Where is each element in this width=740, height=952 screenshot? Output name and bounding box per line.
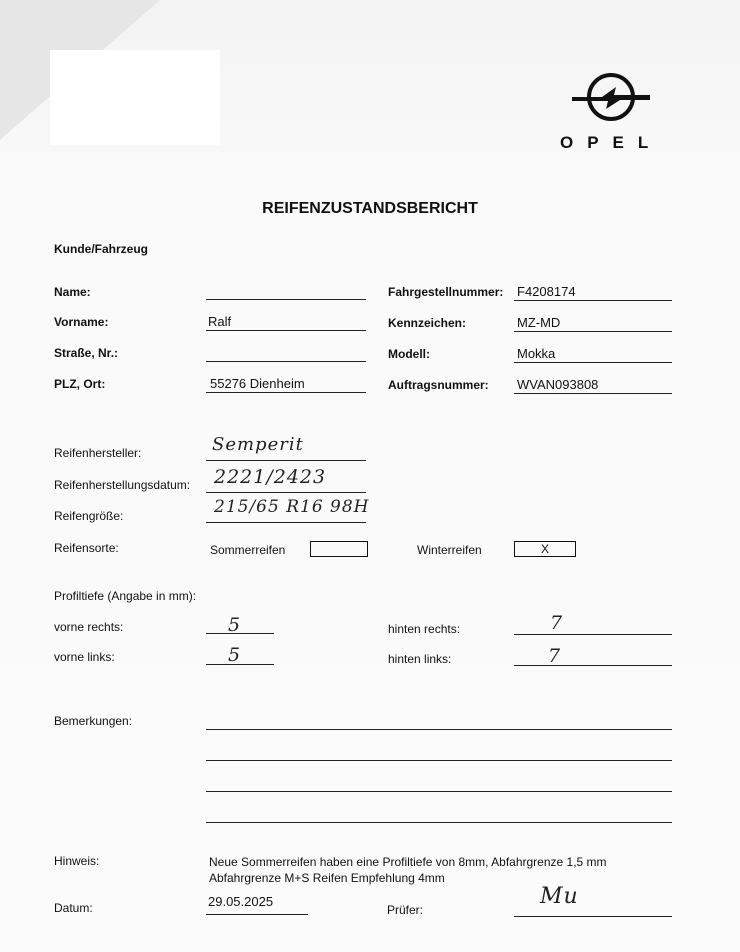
hinten-links-label: hinten links: <box>388 652 452 666</box>
bemerkungen-line-1 <box>206 729 672 730</box>
winterreifen-label: Winterreifen <box>417 543 482 557</box>
strasse-line <box>206 361 366 362</box>
reifenherstellungsdatum-line <box>206 492 366 493</box>
vorne-links-line <box>206 664 274 665</box>
kennzeichen-value: MZ-MD <box>517 315 561 330</box>
reifenherstellungsdatum-value: 2221/2423 <box>214 466 327 488</box>
fahrgestellnummer-label: Fahrgestellnummer: <box>388 285 504 299</box>
hinweis-text-line-2: Abfahrgrenze M+S Reifen Empfehlung 4mm <box>209 871 445 885</box>
hinten-rechts-label: hinten rechts: <box>388 622 461 636</box>
modell-label: Modell: <box>388 347 430 361</box>
auftragsnummer-value: WVAN093808 <box>517 377 599 392</box>
pruefer-line <box>514 916 672 917</box>
vorname-line <box>206 330 366 331</box>
reifenherstellungsdatum-label: Reifenherstellungsdatum: <box>54 478 191 492</box>
auftragsnummer-label: Auftragsnummer: <box>388 378 489 392</box>
hinten-rechts-line <box>514 634 672 635</box>
page-title: REIFENZUSTANDSBERICHT <box>262 200 478 217</box>
reifengroesse-label: Reifengröße: <box>54 509 124 523</box>
reifensorte-label: Reifensorte: <box>54 541 119 555</box>
vorne-rechts-line <box>206 633 274 634</box>
reifenhersteller-value: Semperit <box>212 434 304 455</box>
bemerkungen-label: Bemerkungen: <box>54 714 133 728</box>
vorne-rechts-label: vorne rechts: <box>54 620 124 634</box>
hinweis-label: Hinweis: <box>54 854 100 868</box>
brand-name: OPEL <box>560 133 663 152</box>
opel-blitz-logo-icon <box>570 68 652 126</box>
reifengroesse-value: 215/65 R16 98H <box>214 497 370 517</box>
auftragsnummer-line <box>514 393 672 394</box>
sommerreifen-checkbox[interactable] <box>310 541 368 557</box>
hinten-links-line <box>514 665 672 666</box>
name-line <box>206 299 366 300</box>
name-label: Name: <box>54 285 91 299</box>
hinweis-text-line-1: Neue Sommerreifen haben eine Profiltiefe von 8mm, Abfahrgrenze 1,5 mm <box>209 855 607 869</box>
reifengroesse-line <box>206 522 366 523</box>
bemerkungen-line-2 <box>206 760 672 761</box>
kennzeichen-line <box>514 331 672 332</box>
hinten-rechts-value: 7 <box>550 612 564 634</box>
bemerkungen-line-3 <box>206 791 672 792</box>
modell-line <box>514 362 672 363</box>
redacted-area <box>50 50 220 145</box>
hinten-links-value: 7 <box>548 645 562 667</box>
reifenhersteller-line <box>206 460 366 461</box>
profiltiefe-heading: Profiltiefe (Angabe in mm): <box>54 589 197 603</box>
sommerreifen-label: Sommerreifen <box>210 543 286 557</box>
vorname-label: Vorname: <box>54 315 109 329</box>
section-customer-vehicle: Kunde/Fahrzeug <box>54 242 149 256</box>
datum-value: 29.05.2025 <box>208 894 274 909</box>
winterreifen-checkbox[interactable]: X <box>514 541 576 557</box>
strasse-label: Straße, Nr.: <box>54 346 119 360</box>
vorne-links-label: vorne links: <box>54 650 115 664</box>
vorname-value: Ralf <box>208 314 232 329</box>
pruefer-label: Prüfer: <box>387 903 424 917</box>
datum-line <box>206 914 308 915</box>
fahrgestellnummer-line <box>514 300 672 301</box>
bemerkungen-line-4 <box>206 822 672 823</box>
fahrgestellnummer-value: F4208174 <box>517 284 576 299</box>
plz-ort-line <box>206 392 366 393</box>
kennzeichen-label: Kennzeichen: <box>388 316 467 330</box>
reifenhersteller-label: Reifenhersteller: <box>54 446 142 460</box>
pruefer-signature: Mu <box>540 884 579 909</box>
modell-value: Mokka <box>517 346 556 361</box>
plz-ort-value: 55276 Dienheim <box>210 376 305 391</box>
datum-label: Datum: <box>54 901 93 915</box>
vorne-rechts-value: 5 <box>228 614 242 636</box>
plz-ort-label: PLZ, Ort: <box>54 377 106 391</box>
vorne-links-value: 5 <box>228 644 242 666</box>
